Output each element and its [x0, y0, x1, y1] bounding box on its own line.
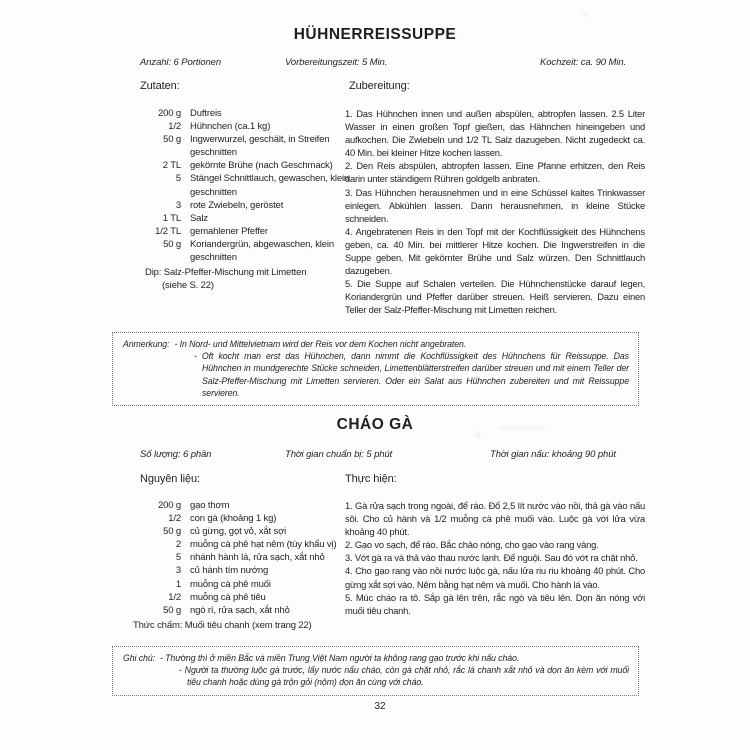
dipping-sauce-line-vietnamese: Thức chấm: Muối tiêu chanh (xem trang 22): [133, 619, 312, 631]
ingredient-name: Stängel Schnittlauch, gewaschen, klein geschnitten: [190, 173, 350, 198]
ingredient-qty: 50 g: [163, 134, 181, 146]
ingredient-qty: 2 TL: [162, 160, 181, 172]
step-item: 1. Gà rửa sạch trong ngoài, để ráo. Đổ 2,5 lít nước vào nồi, thả gà vào nấu sôi. Cho củ hành và 1/2 muỗng cà phê muối vào. Luộc gà với lửa vừa khoảng 40 phút.: [345, 500, 645, 538]
ingredient-qty: 200 g: [157, 500, 181, 511]
ingredient-qty: 50 g: [163, 238, 181, 250]
ingredient-qty: 1/2: [168, 591, 181, 603]
steps-column-german: [345, 107, 645, 317]
ingredient-name: gekörnte Brühe (nach Geschmack): [190, 160, 333, 172]
ingredient-qty: 3: [175, 199, 181, 211]
ingredient-name: nhánh hành lá, rửa sạch, xắt nhỏ: [190, 552, 325, 564]
ingredient-qty: 50 g: [163, 604, 181, 616]
ingredient-qty: 1/2: [168, 513, 181, 525]
ingredient-name: Hühnchen (ca.1 kg): [190, 121, 271, 133]
step-item: 4. Angebratenen Reis in den Topf mit der Kochflüssigkeit des Hühnchens geben, ca. 40 Min. bei mittlerer Hitze kochen. Die Ingwerstreifen in die Suppe geben. Mit gekörnter Brühe und Salz würzen. Den Schnittlauch dazugeben.: [345, 225, 645, 277]
ingredient-name: Ingwerwurzel, geschält, in Streifen geschnitten: [190, 134, 330, 159]
ingredient-name: Duftreis: [190, 108, 222, 119]
step-item: 4. Cho gạo rang vào nồi nước luộc gà, nấu lửa riu riu khoảng 40 phút. Cho gừng xắt sợi vào. Nêm bằng hạt nêm và muối. Cho hành lá vào.: [345, 565, 645, 590]
ingredient-name: muỗng cà phê tiêu: [190, 591, 266, 603]
note-label: Ghi chú:: [123, 653, 155, 663]
note-item: - Oft kocht man erst das Hühnchen, dann nimmt die Kochflüssigkeit des Hühnchens für Reissuppe. Das Hühnchen in mundgerechte Stücke schneiden, Limettenblätterstreifen darüber streuen und mit einem Teller der Salz-Pfeffer-Mischung mit Limetten servieren. Oder ein Salat aus Hühnchen zubereiten und mit Reissuppe servieren.: [194, 351, 629, 398]
step-item: 3. Das Hühnchen herausnehmen und in eine Schüssel kaltes Trinkwasser einlegen. Abkühlen lassen. Dann herausnehmen, in kleine Stücke schneiden.: [345, 186, 645, 224]
meta-item: Anzahl: 6 Portionen: [140, 57, 222, 68]
steps-header-vietnamese: Thực hiện:: [345, 473, 397, 485]
ingredient-qty: 2: [175, 539, 181, 551]
ingredient-name: muỗng cà phê muối: [190, 578, 271, 590]
dip-line-german: Dip: Salz-Pfeffer-Mischung mit Limetten: [145, 267, 307, 279]
meta-item: Thời gian nấu: khoảng 90 phút: [490, 449, 616, 460]
scan-artifact: [583, 12, 588, 16]
ingredients-column-vietnamese: [133, 499, 362, 632]
recipe-title-vietnamese: CHÁO GÀ: [336, 416, 414, 433]
step-item: 2. Gạo vo sạch, để ráo. Bắc chảo nóng, cho gạo vào rang vàng.: [345, 539, 599, 551]
ingredient-list-vietnamese: [140, 499, 362, 617]
ingredients-header-german: Zutaten:: [140, 80, 180, 92]
ingredient-name: gạo thơm: [190, 500, 230, 511]
note-box-german: [112, 332, 639, 406]
ingredient-qty: 200 g: [157, 108, 181, 119]
steps-header-german: Zubereitung:: [349, 80, 410, 92]
ingredient-qty: 1/2: [168, 121, 181, 133]
ingredient-qty: 1 TL: [162, 212, 181, 224]
ingredient-name: gemahlener Pfeffer: [190, 225, 268, 237]
note-item: - Người ta thường luộc gà trước, lấy nước nấu cháo, còn gà chặt nhỏ, rắc lá chanh xắt nhỏ và dọn ăn kèm với muối tiêu chanh hoặc dùng gà trộn gỏi (nộm) dọn ăn cùng với cháo.: [179, 665, 629, 688]
dip-reference-german: (siehe S. 22): [162, 280, 214, 292]
ingredient-qty: 1: [175, 578, 181, 590]
meta-item: Số lượng: 6 phần: [140, 449, 212, 460]
ingredient-qty: 5: [175, 173, 181, 185]
note-item: - Thường thì ở miền Bắc và miền Trung Việt Nam người ta không rang gạo trước khi nấu cháo.: [159, 653, 520, 663]
meta-item: Kochzeit: ca. 90 Min.: [540, 57, 627, 68]
note-item: - In Nord- und Mittelvietnam wird der Reis vor dem Kochen nicht angebraten.: [174, 339, 467, 349]
ingredient-name: củ hành tím nướng: [190, 565, 269, 577]
meta-item: Vorbereitungszeit: 5 Min.: [285, 57, 388, 68]
ingredient-name: con gà (khoảng 1 kg): [190, 513, 277, 525]
ingredient-name: ngò rí, rửa sạch, xắt nhỏ: [190, 604, 290, 616]
note-box-vietnamese: [112, 646, 639, 696]
ingredient-name: muỗng cà phê hạt nêm (tùy khẩu vị): [190, 539, 337, 551]
ingredient-qty: 3: [175, 565, 181, 577]
recipe-meta-vietnamese: [140, 449, 630, 460]
step-item: 5. Die Suppe auf Schalen verteilen. Die Hühnchenstücke darauf legen, Koriandergrün und Pfeffer darüber streuen. Heiß servieren. Dazu einen Teller der Salz-Pfeffer-Mischung mit Limetten reichen.: [345, 278, 645, 316]
meta-item: Thời gian chuẩn bị: 5 phút: [285, 449, 393, 460]
step-item: 2. Den Reis abspülen, abtropfen lassen. Eine Pfanne erhitzen, den Reis darin unter ständigem Rühren goldgelb anbraten.: [345, 160, 645, 185]
step-item: 5. Múc cháo ra tô. Sắp gà lên trên, rắc ngò và tiêu lên. Dọn ăn nóng với muối tiêu chanh.: [345, 591, 645, 616]
ingredient-list-german: [140, 107, 352, 264]
note-first-line: [123, 652, 629, 664]
page-number: 32: [374, 701, 386, 712]
ingredients-column-german: [140, 107, 352, 292]
recipe-meta-german: [140, 57, 630, 68]
ingredient-name: rote Zwiebeln, geröstet: [190, 199, 284, 211]
recipe-title-german: HÜHNERREISSUPPE: [293, 26, 457, 43]
ingredient-qty: 50 g: [163, 526, 181, 538]
step-item: 3. Vớt gà ra và thả vào thau nước lạnh. Để nguội. Sau đó vớt ra chặt nhỏ.: [345, 552, 638, 564]
ingredient-name: Salz: [190, 212, 208, 224]
ingredient-name: củ gừng, gọt vỏ, xắt sợi: [190, 526, 287, 538]
ingredient-qty: 5: [175, 552, 181, 564]
ingredient-qty: 1/2 TL: [155, 225, 181, 237]
note-first-line: [123, 338, 629, 350]
steps-column-vietnamese: [345, 499, 645, 617]
note-label: Anmerkung:: [123, 339, 170, 349]
ingredient-name: Koriandergrün, abgewaschen, klein geschnitten: [190, 238, 334, 264]
step-item: 1. Das Hühnchen innen und außen abspülen, abtropfen lassen. 2.5 Liter Wasser in einen großen Topf gießen, das Hähnchen hineingeben und aufkochen. Die Zwiebeln und 1/2 TL Salz dazugeben. Nicht zugedeckt ca. 40 Min. bei kleiner Hitze kochen lassen.: [345, 108, 645, 159]
ingredients-header-vietnamese: Nguyên liệu:: [140, 473, 200, 485]
